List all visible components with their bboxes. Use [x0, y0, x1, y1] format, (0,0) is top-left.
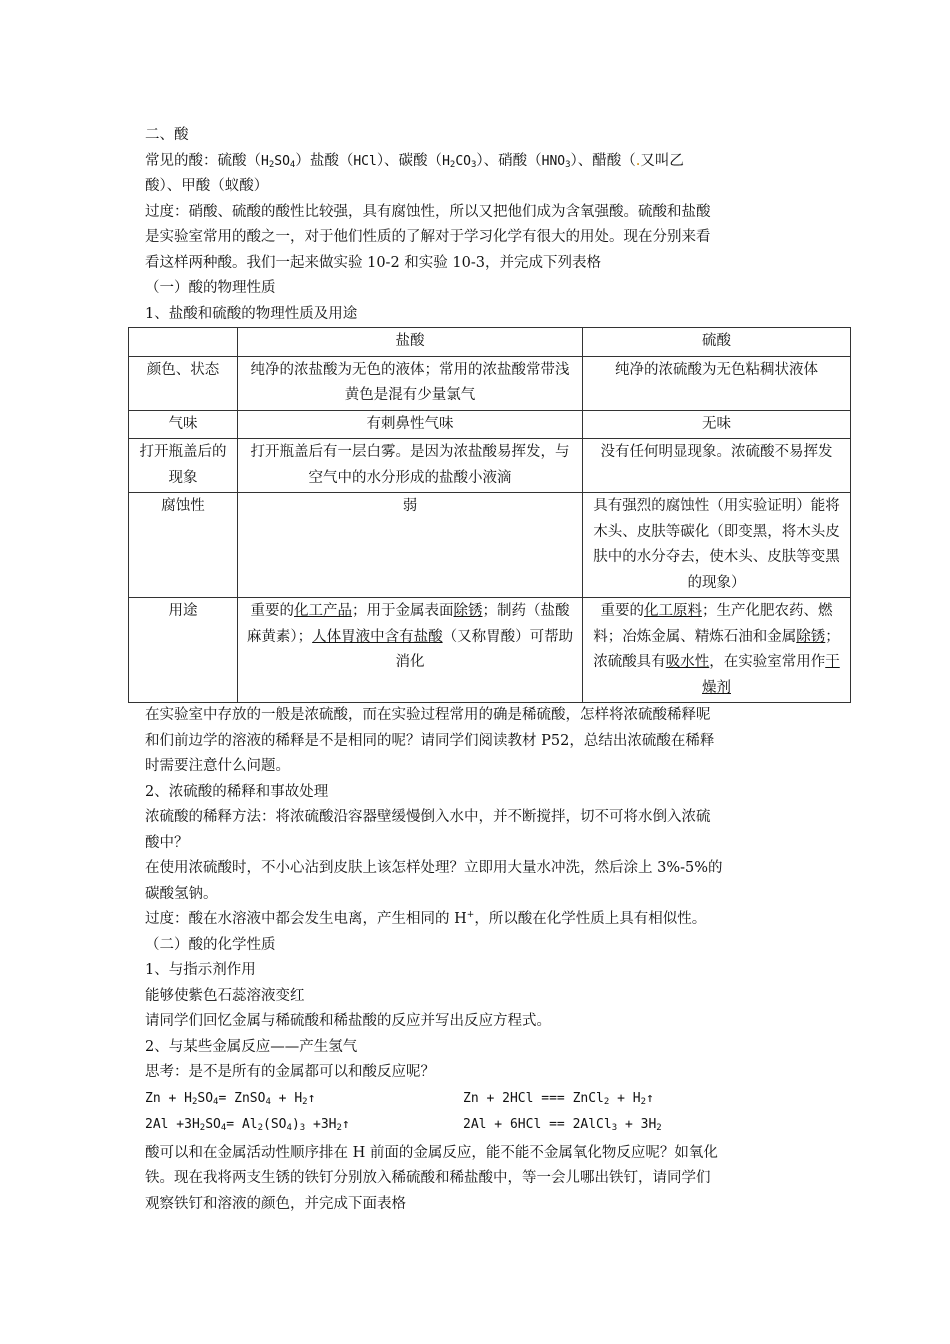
- text-fragment: （又称胃酸）可帮助消化: [395, 628, 574, 670]
- section-physical-properties: （一）酸的物理性质: [145, 280, 276, 296]
- document-content: [139, 123, 845, 1217]
- text-fragment: ）、硝酸（: [476, 152, 542, 169]
- subsection-hcl-h2so4: 1、盐酸和硫酸的物理性质及用途: [145, 305, 358, 322]
- eq-sub: 4: [286, 1122, 292, 1133]
- transition1-line2: 是实验室常用的酸之一，对于他们性质的了解对于学习化学有很大的用处。现在分别来看: [145, 229, 711, 245]
- stray-dot: .: [635, 152, 641, 169]
- cell-h2so4: 无味: [583, 410, 851, 439]
- cell-hcl: 弱: [238, 493, 583, 598]
- formula-part: CO: [455, 153, 471, 169]
- equation-row-2: [145, 1112, 845, 1138]
- eq-part: + H: [609, 1090, 641, 1106]
- text-fragment: ；生产化肥农药、燃料；冶炼金属、精炼石油和金属: [593, 603, 833, 645]
- formula-part: H: [442, 153, 450, 169]
- text-fragment: ）、醋酸（: [570, 152, 636, 169]
- eq-sub: 4: [213, 1096, 219, 1107]
- table-header-blank: [129, 328, 238, 357]
- eq-sub: 4: [220, 1122, 227, 1133]
- eq-sub: 2: [336, 1122, 342, 1133]
- transition2: [145, 907, 845, 933]
- eq-part: (SO: [263, 1116, 287, 1132]
- equation-zn-hcl: [463, 1086, 654, 1112]
- eq-part: Zn + 2HCl === ZnCl: [463, 1090, 604, 1106]
- cell-h2so4: 具有强烈的腐蚀性（用实验证明）能将木头、皮肤等碳化（即变黑，将木头皮肤中的水分夺去，使木头、皮肤等变黑的现象）: [583, 493, 851, 598]
- heading-acids: 二、酸: [145, 127, 189, 143]
- formula-sub: 2: [268, 159, 275, 170]
- common-acids-line2: 酸）、甲酸（蚁酸）: [145, 178, 269, 194]
- recall-prompt: 请同学们回忆金属与稀硫酸和稀盐酸的反应并写出反应方程式。: [145, 1013, 551, 1029]
- equation-al-h2so4: [145, 1112, 463, 1138]
- text-fragment: ；浓硫酸具有: [593, 628, 840, 670]
- final-line3: 观察铁钉和溶液的颜色，并完成下面表格: [145, 1195, 406, 1212]
- table-row: [129, 356, 851, 410]
- superscript: +: [466, 910, 475, 921]
- equation-row-1: [145, 1086, 845, 1112]
- cell-hcl: 打开瓶盖后有一层白雾。是因为浓盐酸易挥发，与空气中的水分形成的盐酸小液滴: [238, 439, 583, 493]
- chem2-title: 2、与某些金属反应——产生氢气: [145, 1038, 358, 1055]
- dilution-method-line2: 酸中？: [145, 834, 189, 851]
- eq-part: +3H: [305, 1116, 337, 1132]
- text-fragment: 常见的酸：硫酸（: [145, 152, 261, 169]
- eq-part: 2Al +3H: [145, 1116, 200, 1132]
- final-line1: 酸可以和在金属活动性顺序排在 H 前面的金属反应，能不能不金属氧化物反应呢？如氧化: [145, 1144, 718, 1161]
- eq-sub: 2: [603, 1096, 610, 1107]
- formula-part: SO: [274, 153, 290, 169]
- properties-table: [128, 327, 851, 703]
- text-fragment: 重要的: [250, 603, 294, 619]
- gas-arrow-icon: ↑: [341, 1116, 350, 1132]
- formula-hcl: HCl: [353, 153, 377, 169]
- accident-line2: 碳酸氢钠。: [145, 885, 218, 902]
- text-fragment: 又叫乙: [640, 152, 684, 169]
- table-header-row: [129, 328, 851, 357]
- eq-sub: 2: [302, 1096, 308, 1107]
- gas-arrow-icon: ↑: [307, 1090, 316, 1106]
- cell-hcl-usage: [238, 598, 583, 703]
- subsection-dilution: 2、浓硫酸的稀释和事故处理: [145, 783, 329, 800]
- formula-sub: 4: [289, 159, 296, 170]
- underlined-term: 吸水性: [665, 654, 710, 670]
- formula-part: H: [261, 153, 269, 169]
- formula-sub: 3: [470, 159, 477, 170]
- table-row: [129, 439, 851, 493]
- table-row-usage: [129, 598, 851, 703]
- think-question: 思考：是不是所有的金属都可以和酸反应呢？: [145, 1064, 435, 1080]
- row-label: 用途: [129, 598, 238, 703]
- text-fragment: ；制药（盐酸麻黄素）；: [246, 603, 570, 645]
- common-acids-line1: [145, 149, 845, 175]
- table-header-hcl: 盐酸: [238, 328, 583, 357]
- eq-part: + H: [270, 1090, 303, 1106]
- section-chemical-properties: （二）酸的化学性质: [145, 936, 276, 953]
- dilution-intro-line3: 时需要注意什么问题。: [145, 758, 290, 774]
- eq-part: SO: [197, 1090, 214, 1106]
- chem1-title: 1、与指示剂作用: [145, 962, 256, 978]
- eq-sub: 2: [191, 1096, 198, 1107]
- text-fragment: 过度：酸在水溶液中都会发生电离，产生相同的 H: [145, 911, 467, 927]
- text-fragment: 重要的: [600, 603, 644, 619]
- underlined-term: 人体胃液中含有盐酸: [312, 628, 443, 645]
- equation-zn-h2so4: [145, 1086, 463, 1112]
- cell-h2so4: 纯净的浓硫酸为无色粘稠状液体: [583, 356, 851, 410]
- eq-sub: 4: [265, 1096, 271, 1107]
- eq-part: = Al: [226, 1116, 258, 1132]
- row-label: 颜色、状态: [129, 356, 238, 410]
- cell-h2so4: 没有任何明显现象。浓硫酸不易挥发: [583, 439, 851, 493]
- eq-sub: 2: [640, 1096, 647, 1107]
- row-label: 气味: [129, 410, 238, 439]
- eq-sub: 2: [199, 1122, 206, 1133]
- final-line2: 铁。现在我将两支生锈的铁钉分别放入稀硫酸和稀盐酸中，等一会儿哪出铁钉，请同学们: [145, 1170, 711, 1186]
- transition1-line3: 看这样两种酸。我们一起来做实验 10-2 和实验 10-3，并完成下列表格: [145, 254, 601, 271]
- text-fragment: ；用于金属表面: [352, 603, 454, 619]
- eq-part: ): [291, 1116, 300, 1132]
- cell-h2so4-usage: [583, 598, 851, 703]
- equation-al-hcl: [463, 1112, 662, 1138]
- eq-part: SO: [205, 1116, 221, 1132]
- text-fragment: ）盐酸（: [295, 152, 354, 169]
- chem1-text: 能够使紫色石蕊溶液变红: [145, 987, 305, 1004]
- table-row: [129, 410, 851, 439]
- cell-hcl: 有刺鼻性气味: [238, 410, 583, 439]
- eq-part: 2Al + 6HCl == 2AlCl: [463, 1116, 612, 1132]
- text-fragment: ）、碳酸（: [376, 152, 443, 169]
- eq-sub: 3: [299, 1122, 306, 1133]
- underlined-term: 化工产品: [294, 603, 352, 619]
- formula-part: HNO: [541, 153, 566, 169]
- text-fragment: ，在实验室常用作: [709, 654, 826, 670]
- formula-sub: 3: [565, 159, 571, 170]
- underlined-term: 除锈: [796, 628, 826, 645]
- underlined-term: 化工原料: [644, 603, 702, 619]
- text-fragment: ，所以酸在化学性质上具有相似性。: [474, 911, 707, 927]
- formula-sub: 2: [449, 159, 456, 170]
- table-row: [129, 493, 851, 598]
- eq-part: Zn + H: [145, 1090, 192, 1106]
- eq-part: = ZnSO: [218, 1090, 266, 1106]
- accident-line1: 在使用浓硫酸时，不小心沾到皮肤上该怎样处理？立即用大量水冲洗，然后涂上 3%-5%的: [145, 860, 723, 876]
- eq-sub: 2: [257, 1122, 264, 1133]
- dilution-method-line1: 浓硫酸的稀释方法：将浓硫酸沿容器壁缓慢倒入水中，并不断搅拌，切不可将水倒入浓硫: [145, 809, 711, 825]
- cell-hcl: 纯净的浓盐酸为无色的液体；常用的浓盐酸常带浅黄色是混有少量氯气: [238, 356, 583, 410]
- eq-sub: 2: [656, 1122, 662, 1133]
- table-header-h2so4: 硫酸: [583, 328, 851, 357]
- underlined-term: 除锈: [453, 603, 483, 619]
- row-label: 腐蚀性: [129, 493, 238, 598]
- gas-arrow-icon: ↑: [646, 1090, 654, 1106]
- transition1-line1: 过度：硝酸、硫酸的酸性比较强，具有腐蚀性，所以又把他们成为含氧强酸。硫酸和盐酸: [145, 203, 711, 220]
- row-label: 打开瓶盖后的现象: [129, 439, 238, 493]
- eq-part: + 3H: [617, 1116, 657, 1132]
- underlined-term: 干燥剂: [702, 654, 840, 696]
- dilution-intro-line2: 和们前边学的溶液的稀释是不是相同的呢？请同学们阅读教材 P52，总结出浓硫酸在稀释: [145, 732, 715, 749]
- dilution-intro-line1: 在实验室中存放的一般是浓硫酸，而在实验过程常用的确是稀硫酸，怎样将浓硫酸稀释呢: [145, 707, 711, 723]
- eq-sub: 3: [611, 1122, 618, 1133]
